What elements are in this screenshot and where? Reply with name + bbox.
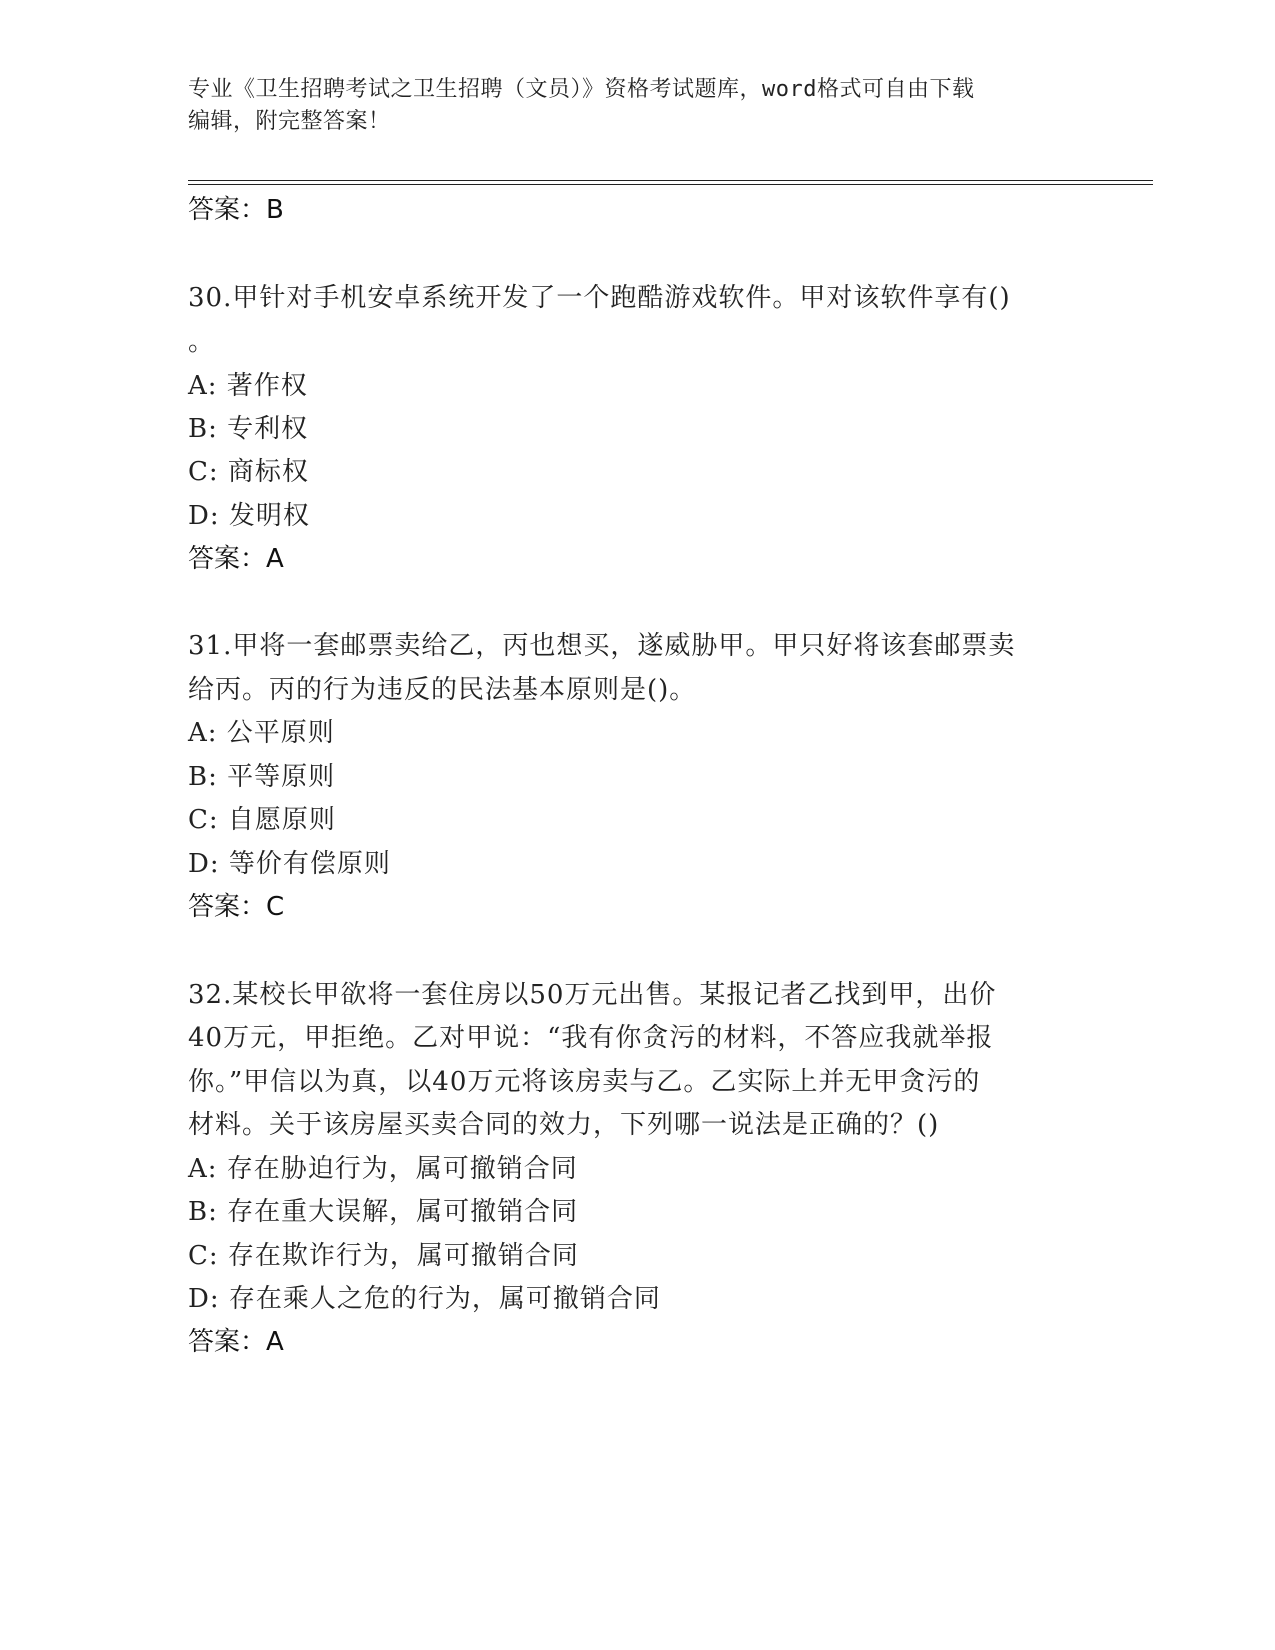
question-31-option-b: B: 平等原则	[188, 762, 336, 792]
header-line-2: 编辑，附完整答案！	[188, 109, 391, 134]
question-32-answer: 答案：A	[188, 1327, 284, 1357]
question-32-line-1: 32.某校长甲欲将一套住房以50万元出售。某报记者乙找到甲，出价	[188, 980, 997, 1010]
header-line-1: 专业《卫生招聘考试之卫生招聘（文员）》资格考试题库，word格式可自由下载	[188, 77, 975, 102]
document-header	[188, 74, 1088, 138]
question-31-answer: 答案：C	[188, 892, 285, 922]
question-31-line-1: 31.甲将一套邮票卖给乙，丙也想买，遂威胁甲。甲只好将该套邮票卖	[188, 631, 1016, 661]
question-31-option-c: C: 自愿原则	[188, 805, 336, 835]
question-32-option-d: D: 存在乘人之危的行为，属可撤销合同	[188, 1284, 661, 1314]
question-30-option-d: D: 发明权	[188, 501, 310, 531]
question-32-line-2: 40万元，甲拒绝。乙对甲说：“我有你贪污的材料，不答应我就举报	[188, 1023, 994, 1053]
question-30-answer: 答案：A	[188, 544, 284, 574]
question-31-line-2: 给丙。丙的行为违反的民法基本原则是()。	[188, 675, 697, 705]
question-30-option-a: A: 著作权	[188, 371, 308, 401]
question-32-option-a: A: 存在胁迫行为，属可撤销合同	[188, 1154, 578, 1184]
question-31-option-d: D: 等价有偿原则	[188, 849, 391, 879]
question-30-line-2: 。	[188, 327, 216, 357]
question-32-line-4: 材料。关于该房屋买卖合同的效力，下列哪一说法是正确的？()	[188, 1110, 940, 1140]
previous-answer: 答案：B	[188, 195, 284, 225]
question-32-option-c: C: 存在欺诈行为，属可撤销合同	[188, 1241, 579, 1271]
question-32-line-3: 你。”甲信以为真，以40万元将该房卖与乙。乙实际上并无甲贪污的	[188, 1067, 981, 1097]
header-rule-top	[188, 180, 1153, 181]
question-30-line-1: 30.甲针对手机安卓系统开发了一个跑酷游戏软件。甲对该软件享有()	[188, 283, 1011, 313]
question-30-option-b: B: 专利权	[188, 414, 309, 444]
question-30-option-c: C: 商标权	[188, 457, 309, 487]
question-32-option-b: B: 存在重大误解，属可撤销合同	[188, 1197, 579, 1227]
question-31-option-a: A: 公平原则	[188, 718, 335, 748]
header-rule-bottom	[188, 184, 1153, 185]
